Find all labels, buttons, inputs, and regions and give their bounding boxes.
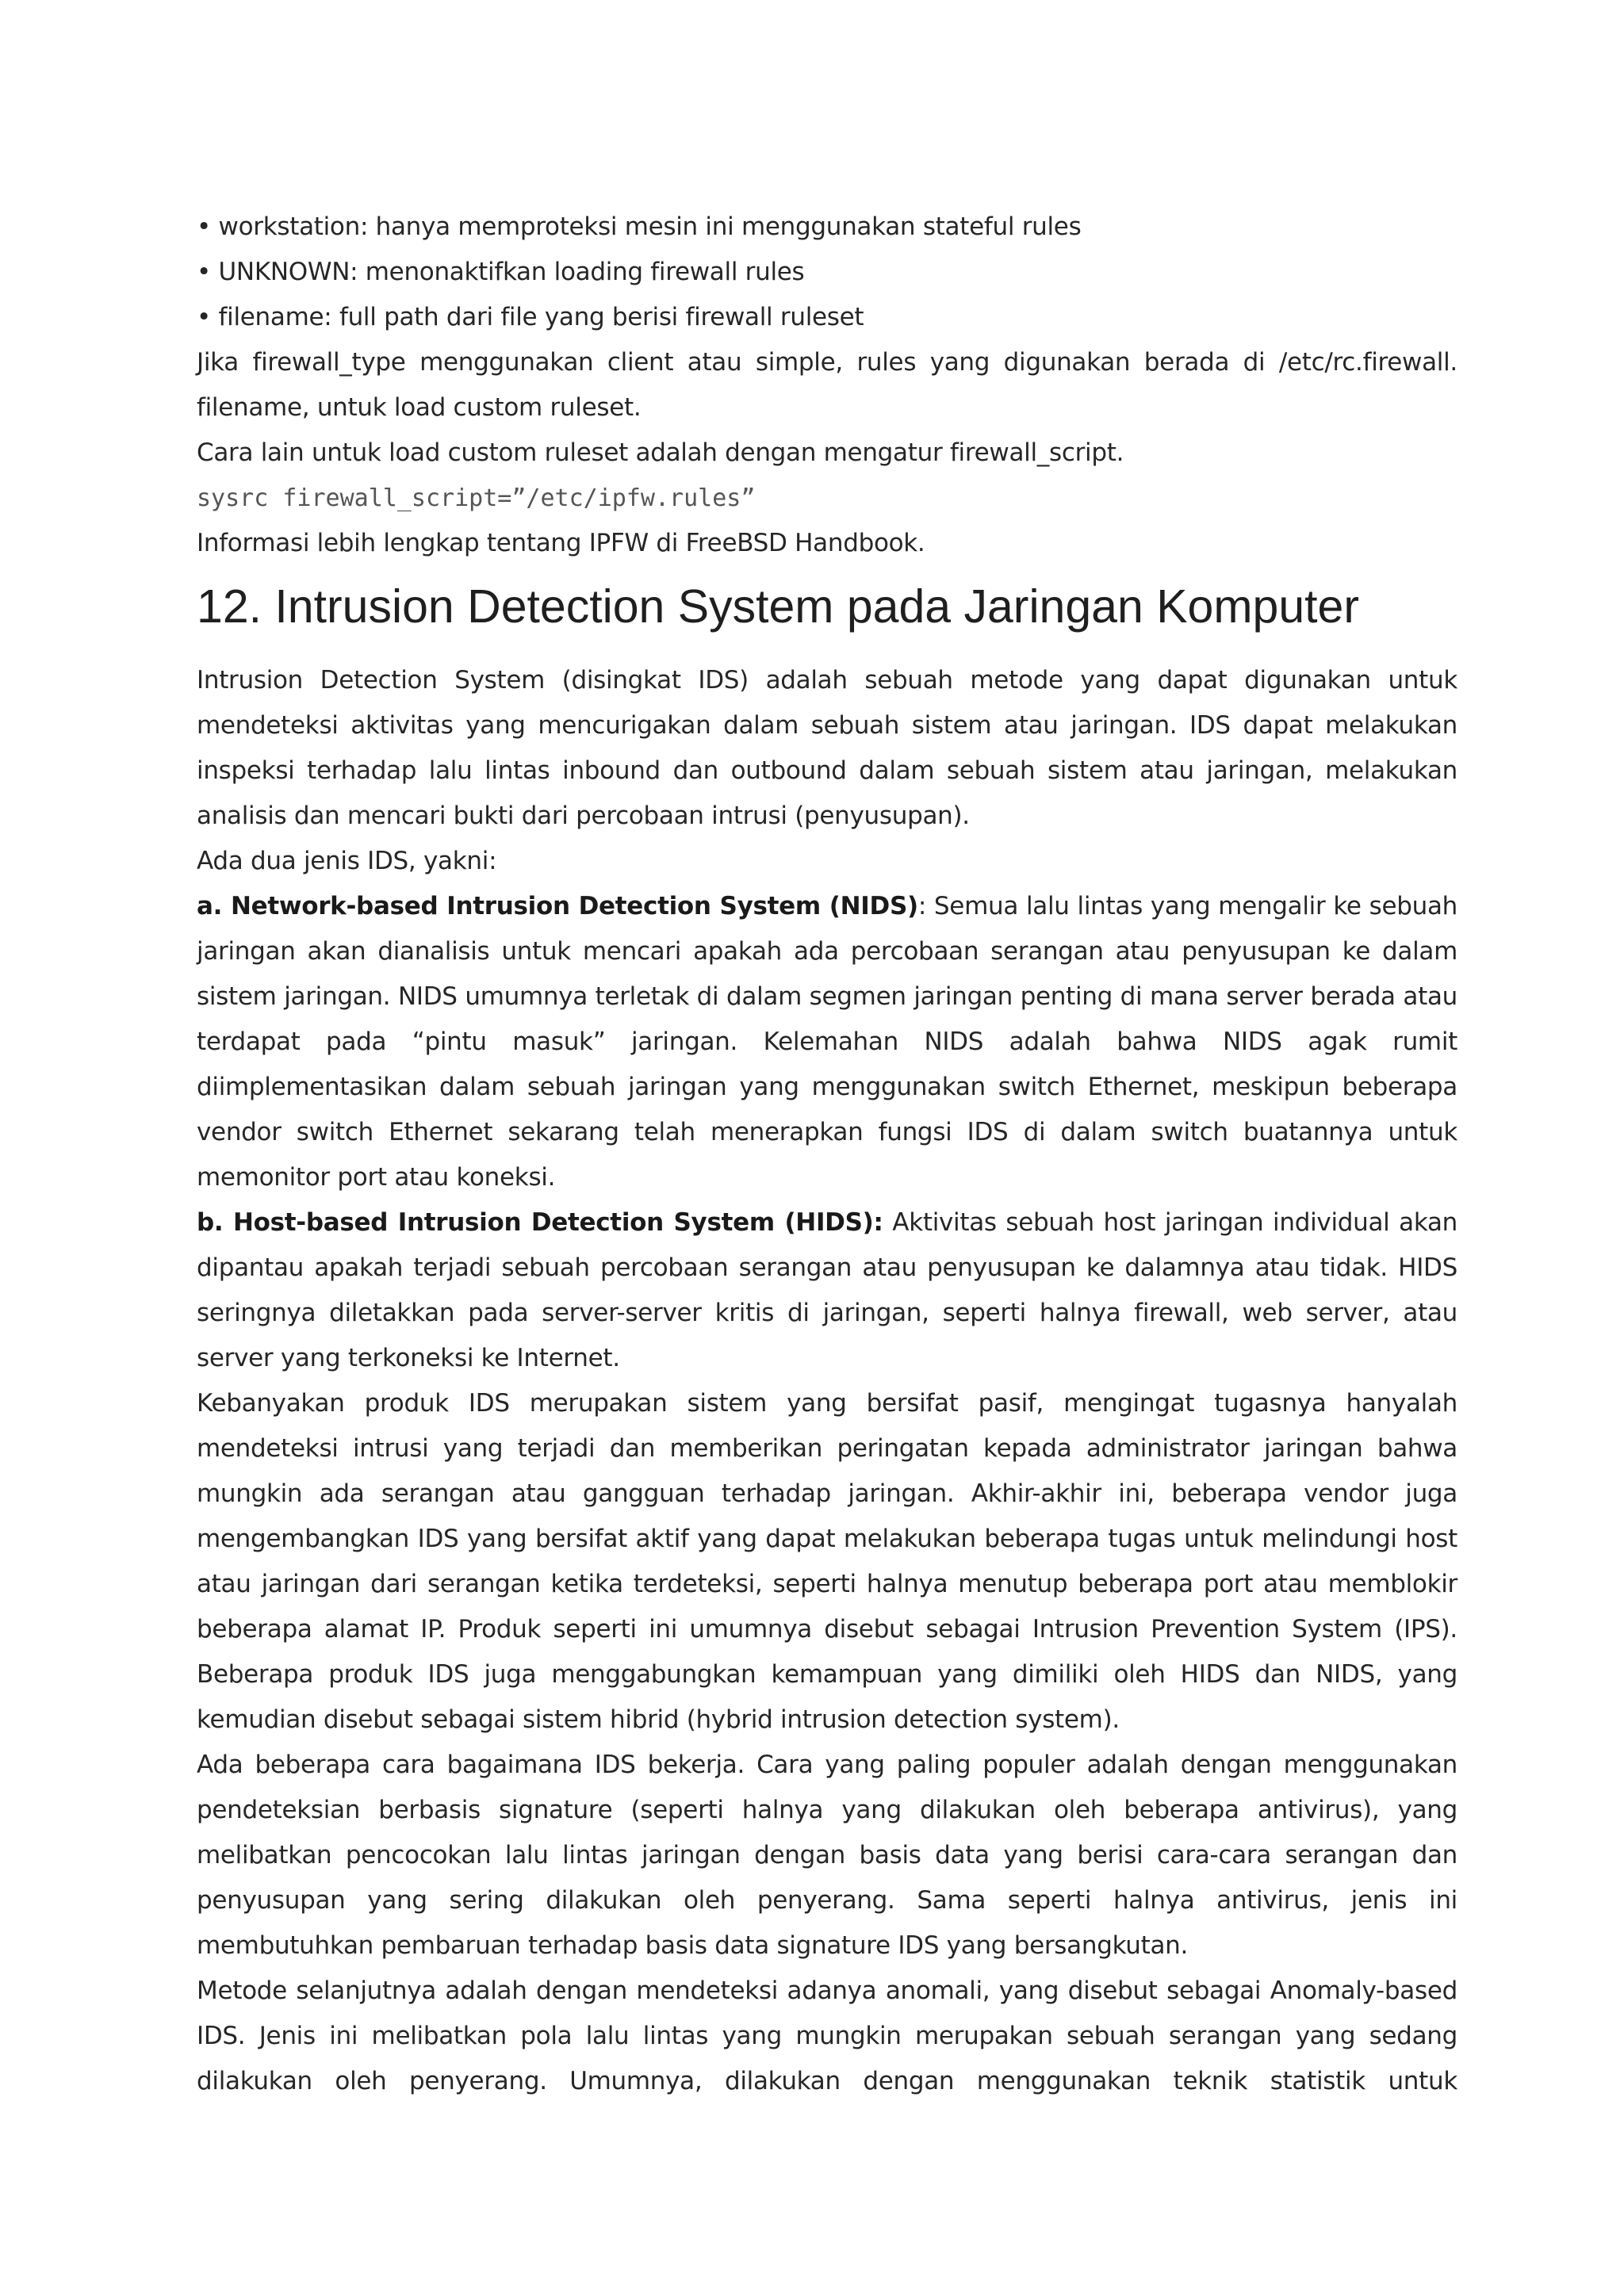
hids-text: Aktivitas sebuah host jaringan individual akan dipantau apakah terjadi sebuah percobaan serangan atau penyusupan ke dalamnya atau tidak. HIDS seringnya diletakkan pada server-server kritis di jaringan, seperti halnya firewall, web server, atau server yang terkoneksi ke Internet. — [197, 1208, 1457, 1372]
bullet-workstation: • workstation: hanya memproteksi mesin ini menggunakan stateful rules — [197, 212, 1082, 241]
paragraph-more-info: Informasi lebih lengkap tentang IPFW di FreeBSD Handbook. — [197, 529, 925, 557]
nids-text: : Semua lalu lintas yang mengalir ke sebuah jaringan akan dianalisis untuk mencari apakah ada percobaan serangan atau penyusupan ke dalam sistem jaringan. NIDS umumnya terletak di dalam segmen jaringan penting di mana server berada atau terdapat pada “pintu masuk” jaringan. Kelemahan NIDS adalah bahwa NIDS agak rumit diimplementasikan dalam sebuah jaringan yang menggunakan switch Ethernet, meskipun beberapa vendor switch Ethernet sekarang telah menerapkan fungsi IDS di dalam switch buatannya untuk memonitor port atau koneksi. — [197, 892, 1457, 1192]
paragraph-ids-intro: Intrusion Detection System (disingkat IDS) adalah sebuah metode yang dapat digunakan untuk mendeteksi aktivitas yang mencurigakan dalam sebuah sistem atau jaringan. IDS dapat melakukan inspeksi terhadap lalu lintas inbound dan outbound dalam sebuah sistem atau jaringan, melakukan analisis dan mencari bukti dari percobaan intrusi (penyusupan). — [197, 666, 1457, 830]
bullet-filename: • filename: full path dari file yang berisi firewall ruleset — [197, 303, 864, 331]
page-content — [197, 205, 1457, 2104]
bullet-unknown: • UNKNOWN: menonaktifkan loading firewall rules — [197, 258, 805, 286]
paragraph-firewall-type: Jika firewall_type menggunakan client atau simple, rules yang digunakan berada di /etc/rc.firewall. filename, untuk load custom ruleset. — [197, 348, 1457, 422]
paragraph-signature: Ada beberapa cara bagaimana IDS bekerja. Cara yang paling populer adalah dengan menggunakan pendeteksian berbasis signature (seperti halnya yang dilakukan oleh beberapa antivirus), yang melibatkan pencocokan lalu lintas jaringan dengan basis data yang berisi cara-cara serangan dan penyusupan yang sering dilakukan oleh penyerang. Sama seperti halnya antivirus, jenis ini membutuhkan pembaruan terhadap basis data signature IDS yang bersangkutan. — [197, 1751, 1457, 1960]
section-heading: 12. Intrusion Detection System pada Jaringan Komputer — [197, 580, 1359, 633]
paragraph-two-types: Ada dua jenis IDS, yakni: — [197, 847, 497, 875]
paragraph-anomaly: Metode selanjutnya adalah dengan mendeteksi adanya anomali, yang disebut sebagai Anomaly-based IDS. Jenis ini melibatkan pola lalu lintas yang mungkin merupakan sebuah serangan yang sedang dilakukan oleh penyerang. Umumnya, dilakukan dengan menggunakan teknik statistik untuk — [197, 1976, 1457, 2095]
paragraph-nids — [197, 884, 1457, 1200]
nids-term: a. Network-based Intrusion Detection System (NIDS) — [197, 892, 918, 920]
paragraph-custom-script: Cara lain untuk load custom ruleset adalah dengan mengatur firewall_script. — [197, 438, 1124, 467]
code-line: sysrc firewall_script=”/etc/ipfw.rules” — [197, 484, 756, 512]
paragraph-passive-ids: Kebanyakan produk IDS merupakan sistem yang bersifat pasif, mengingat tugasnya hanyalah mendeteksi intrusi yang terjadi dan memberikan peringatan kepada administrator jaringan bahwa mungkin ada serangan atau gangguan terhadap jaringan. Akhir-akhir ini, beberapa vendor juga mengembangkan IDS yang bersifat aktif yang dapat melakukan beberapa tugas untuk melindungi host atau jaringan dari serangan ketika terdeteksi, seperti halnya menutup beberapa port atau memblokir beberapa alamat IP. Produk seperti ini umumnya disebut sebagai Intrusion Prevention System (IPS). Beberapa produk IDS juga menggabungkan kemampuan yang dimiliki oleh HIDS dan NIDS, yang kemudian disebut sebagai sistem hibrid (hybrid intrusion detection system). — [197, 1389, 1457, 1734]
paragraph-hids — [197, 1200, 1457, 1381]
hids-term: b. Host-based Intrusion Detection System (HIDS): — [197, 1208, 883, 1237]
